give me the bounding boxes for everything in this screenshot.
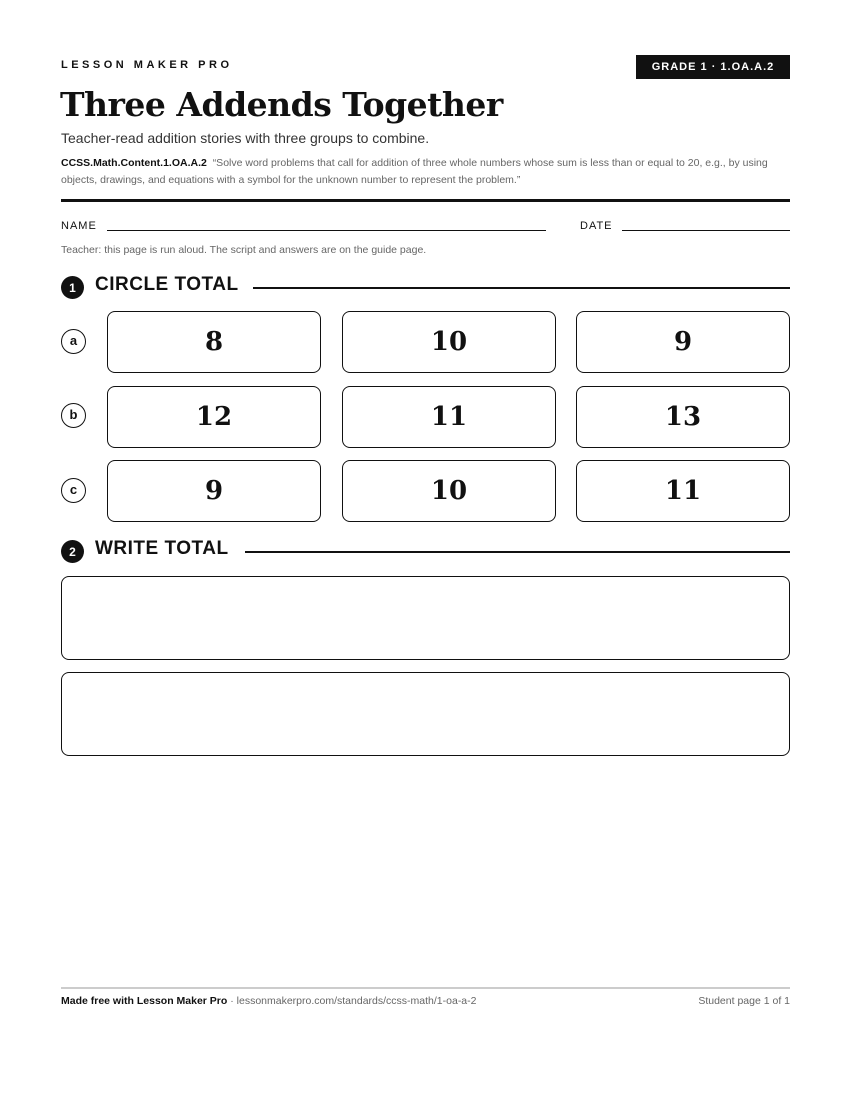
choice-a-1[interactable]: 8	[107, 311, 321, 373]
choice-b-3[interactable]: 13	[576, 386, 790, 448]
name-label: NAME	[61, 220, 97, 232]
footer-divider	[61, 987, 790, 989]
write-answer-box-2[interactable]	[61, 672, 790, 756]
name-field[interactable]	[107, 230, 546, 231]
teacher-note: Teacher: this page is run aloud. The script and answers are on the guide page.	[61, 244, 427, 256]
grade-badge: GRADE 1 · 1.OA.A.2	[636, 55, 790, 79]
brand-name: LESSON MAKER PRO	[61, 59, 233, 71]
write-answer-box-1[interactable]	[61, 576, 790, 660]
row-a-label: a	[61, 329, 86, 354]
standard-code: CCSS.Math.Content.1.OA.A.2	[61, 157, 207, 169]
choice-c-2[interactable]: 10	[342, 460, 556, 522]
section-2-number: 2	[61, 540, 84, 563]
section-1-title: CIRCLE TOTAL	[95, 274, 239, 295]
row-b-label: b	[61, 403, 86, 428]
choice-c-1[interactable]: 9	[107, 460, 321, 522]
header-divider	[61, 199, 790, 202]
page-subtitle: Teacher-read addition stories with three groups to combine.	[61, 130, 430, 146]
section-2-rule	[245, 551, 790, 553]
section-1-rule	[253, 287, 790, 289]
footer-url[interactable]: · lessonmakerpro.com/standards/ccss-math/1-oa-a-2	[227, 995, 477, 1007]
footer-page-number: Student page 1 of 1	[698, 995, 790, 1007]
date-field[interactable]	[622, 230, 790, 231]
footer-credit	[61, 995, 477, 1007]
choice-c-3[interactable]: 11	[576, 460, 790, 522]
choice-a-2[interactable]: 10	[342, 311, 556, 373]
choice-a-3[interactable]: 9	[576, 311, 790, 373]
section-1-number: 1	[61, 276, 84, 299]
standard-text: “Solve word problems that call for addition of three whole numbers whose sum is less than or equal to 20, e.g., by using objects, drawings, and equations with a symbol for the unknown number to represent the problem.”	[61, 157, 768, 186]
standard-description	[61, 155, 791, 189]
section-2-title: WRITE TOTAL	[95, 538, 229, 559]
page-title: Three Addends Together	[60, 85, 503, 124]
choice-b-1[interactable]: 12	[107, 386, 321, 448]
choice-b-2[interactable]: 11	[342, 386, 556, 448]
row-c-label: c	[61, 478, 86, 503]
footer-made-with: Made free with Lesson Maker Pro	[61, 995, 228, 1007]
date-label: DATE	[580, 220, 613, 232]
